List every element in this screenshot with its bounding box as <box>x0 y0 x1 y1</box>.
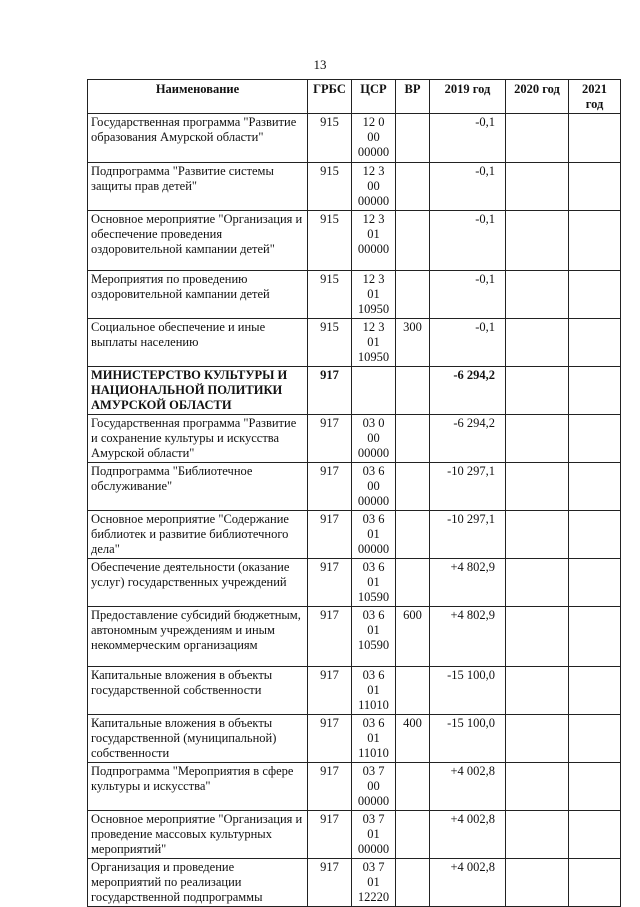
cell-vr <box>396 511 430 559</box>
csr-part: 01 <box>367 731 380 745</box>
cell-name: Основное мероприятие "Содержание библиотек и развитие библиотечного дела" <box>88 511 308 559</box>
cell-2020 <box>506 114 569 163</box>
cell-grbs: 917 <box>308 607 352 667</box>
csr-part: 12 3 <box>362 164 385 178</box>
cell-vr <box>396 859 430 907</box>
cell-2019: -0,1 <box>430 319 506 367</box>
csr-part: 03 7 <box>362 764 385 778</box>
cell-csr <box>352 811 396 859</box>
csr-part: 03 6 <box>362 716 385 730</box>
cell-name: Подпрограмма "Библиотечное обслуживание" <box>88 463 308 511</box>
csr-part: 00000 <box>357 145 390 159</box>
cell-2019: -0,1 <box>430 163 506 211</box>
cell-grbs: 917 <box>308 811 352 859</box>
cell-grbs: 917 <box>308 463 352 511</box>
cell-2021 <box>569 319 621 367</box>
csr-part: 11010 <box>358 698 389 712</box>
table-row <box>88 511 621 559</box>
csr-part: 00000 <box>357 794 390 808</box>
cell-2019: +4 002,8 <box>430 763 506 811</box>
cell-csr <box>352 667 396 715</box>
page-number: 13 <box>313 57 327 72</box>
csr-part: 10590 <box>357 638 390 652</box>
cell-2021 <box>569 271 621 319</box>
table-row <box>88 271 621 319</box>
cell-2021 <box>569 463 621 511</box>
cell-vr: 400 <box>396 715 430 763</box>
table-row <box>88 114 621 163</box>
csr-part: 01 <box>367 287 380 301</box>
table-header-row <box>88 80 621 114</box>
cell-grbs: 915 <box>308 271 352 319</box>
cell-2020 <box>506 859 569 907</box>
cell-2019: -10 297,1 <box>430 463 506 511</box>
cell-vr <box>396 163 430 211</box>
cell-2020 <box>506 763 569 811</box>
cell-2020 <box>506 667 569 715</box>
cell-vr <box>396 559 430 607</box>
cell-2020 <box>506 319 569 367</box>
csr-part: 03 7 <box>362 860 385 874</box>
cell-2019: -15 100,0 <box>430 715 506 763</box>
table-row <box>88 667 621 715</box>
header-2019: 2019 год <box>430 80 506 114</box>
header-name: Наименование <box>88 80 308 114</box>
cell-name: Основное мероприятие "Организация и проведение массовых культурных мероприятий" <box>88 811 308 859</box>
cell-grbs: 915 <box>308 163 352 211</box>
cell-grbs: 917 <box>308 511 352 559</box>
csr-part: 01 <box>367 227 380 241</box>
cell-name: Мероприятия по проведению оздоровительной кампании детей <box>88 271 308 319</box>
csr-part: 01 <box>367 623 380 637</box>
csr-part: 03 6 <box>362 608 385 622</box>
cell-2021 <box>569 763 621 811</box>
table-row <box>88 559 621 607</box>
csr-part: 10950 <box>357 350 390 364</box>
cell-2019: -0,1 <box>430 114 506 163</box>
cell-csr <box>352 463 396 511</box>
cell-2021 <box>569 163 621 211</box>
cell-2021 <box>569 607 621 667</box>
cell-name: Социальное обеспечение и иные выплаты населению <box>88 319 308 367</box>
cell-2021 <box>569 367 621 415</box>
cell-vr <box>396 415 430 463</box>
cell-name: Государственная программа "Развитие образования Амурской области" <box>88 114 308 163</box>
cell-csr <box>352 607 396 667</box>
csr-part: 03 6 <box>362 668 385 682</box>
cell-name: Государственная программа "Развитие и сохранение культуры и искусства Амурской области" <box>88 415 308 463</box>
cell-vr <box>396 211 430 271</box>
cell-grbs: 917 <box>308 559 352 607</box>
cell-name: Предоставление субсидий бюджетным, автономным учреждениям и иным некоммерческим организациям <box>88 607 308 667</box>
cell-vr <box>396 367 430 415</box>
table-row <box>88 763 621 811</box>
cell-2021 <box>569 114 621 163</box>
cell-csr <box>352 859 396 907</box>
cell-2021 <box>569 667 621 715</box>
cell-vr <box>396 463 430 511</box>
cell-grbs: 915 <box>308 114 352 163</box>
cell-2020 <box>506 163 569 211</box>
cell-name: Капитальные вложения в объекты государственной (муниципальной) собственности <box>88 715 308 763</box>
csr-part: 01 <box>367 575 380 589</box>
csr-part: 00000 <box>357 842 390 856</box>
csr-part: 12 3 <box>362 212 385 226</box>
cell-vr <box>396 763 430 811</box>
csr-part: 03 7 <box>362 812 385 826</box>
cell-csr <box>352 511 396 559</box>
cell-2019: -0,1 <box>430 271 506 319</box>
cell-grbs: 917 <box>308 415 352 463</box>
cell-grbs: 917 <box>308 667 352 715</box>
csr-part: 03 0 <box>362 416 385 430</box>
table-row <box>88 415 621 463</box>
cell-grbs: 917 <box>308 859 352 907</box>
csr-part: 10950 <box>357 302 390 316</box>
csr-part: 12 3 <box>362 272 385 286</box>
cell-name: МИНИСТЕРСТВО КУЛЬТУРЫ И НАЦИОНАЛЬНОЙ ПОЛИТИКИ АМУРСКОЙ ОБЛАСТИ <box>88 367 308 415</box>
cell-2021 <box>569 859 621 907</box>
header-grbs: ГРБС <box>308 80 352 114</box>
csr-part: 00 <box>367 479 380 493</box>
csr-part: 01 <box>367 335 380 349</box>
cell-csr <box>352 319 396 367</box>
cell-grbs: 915 <box>308 319 352 367</box>
cell-name: Подпрограмма "Развитие системы защиты прав детей" <box>88 163 308 211</box>
budget-table <box>87 79 621 907</box>
csr-part: 00000 <box>357 494 390 508</box>
cell-2020 <box>506 811 569 859</box>
cell-name: Подпрограмма "Мероприятия в сфере культуры и искусства" <box>88 763 308 811</box>
cell-2019: -0,1 <box>430 211 506 271</box>
csr-part: 03 6 <box>362 560 385 574</box>
cell-2020 <box>506 463 569 511</box>
cell-2020 <box>506 511 569 559</box>
table-row <box>88 319 621 367</box>
table-row <box>88 367 621 415</box>
header-vr: ВР <box>396 80 430 114</box>
cell-vr <box>396 271 430 319</box>
cell-csr <box>352 271 396 319</box>
cell-2019: +4 002,8 <box>430 811 506 859</box>
csr-part: 01 <box>367 527 380 541</box>
cell-2021 <box>569 811 621 859</box>
csr-part: 00000 <box>357 242 390 256</box>
cell-2020 <box>506 367 569 415</box>
table-row <box>88 859 621 907</box>
csr-part: 01 <box>367 683 380 697</box>
cell-vr: 600 <box>396 607 430 667</box>
cell-grbs: 915 <box>308 211 352 271</box>
table-row <box>88 811 621 859</box>
csr-part: 00000 <box>357 542 390 556</box>
cell-2019: -6 294,2 <box>430 367 506 415</box>
cell-2021 <box>569 715 621 763</box>
cell-csr <box>352 715 396 763</box>
cell-2021 <box>569 511 621 559</box>
cell-csr <box>352 415 396 463</box>
header-csr: ЦСР <box>352 80 396 114</box>
cell-vr <box>396 811 430 859</box>
cell-2020 <box>506 607 569 667</box>
cell-2020 <box>506 715 569 763</box>
cell-csr <box>352 763 396 811</box>
cell-2021 <box>569 559 621 607</box>
cell-csr <box>352 559 396 607</box>
cell-2021 <box>569 415 621 463</box>
cell-csr <box>352 367 396 415</box>
cell-2019: +4 002,8 <box>430 859 506 907</box>
cell-name: Основное мероприятие "Организация и обеспечение проведения оздоровительной кампании детей" <box>88 211 308 271</box>
csr-part: 03 6 <box>362 512 385 526</box>
cell-name: Обеспечение деятельности (оказание услуг) государственных учреждений <box>88 559 308 607</box>
csr-part: 00 <box>367 179 380 193</box>
header-2021: 2021 год <box>569 80 621 114</box>
csr-part: 11010 <box>358 746 389 760</box>
cell-2020 <box>506 271 569 319</box>
table-row <box>88 463 621 511</box>
cell-grbs: 917 <box>308 715 352 763</box>
table-row <box>88 715 621 763</box>
cell-csr <box>352 211 396 271</box>
cell-vr <box>396 114 430 163</box>
csr-part: 01 <box>367 827 380 841</box>
csr-part: 00000 <box>357 446 390 460</box>
cell-name: Капитальные вложения в объекты государственной собственности <box>88 667 308 715</box>
table-row <box>88 163 621 211</box>
cell-grbs: 917 <box>308 367 352 415</box>
table-body <box>88 114 621 907</box>
csr-part: 03 6 <box>362 464 385 478</box>
csr-part: 00 <box>367 779 380 793</box>
csr-part: 00000 <box>357 194 390 208</box>
csr-part: 01 <box>367 875 380 889</box>
cell-csr <box>352 114 396 163</box>
table-row <box>88 211 621 271</box>
cell-csr <box>352 163 396 211</box>
cell-2019: -10 297,1 <box>430 511 506 559</box>
cell-2020 <box>506 415 569 463</box>
cell-name: Организация и проведение мероприятий по реализации государственной подпрограммы <box>88 859 308 907</box>
cell-2019: +4 802,9 <box>430 559 506 607</box>
csr-part: 00 <box>367 431 380 445</box>
csr-part: 12220 <box>357 890 390 904</box>
cell-2019: -15 100,0 <box>430 667 506 715</box>
csr-part: 10590 <box>357 590 390 604</box>
cell-vr <box>396 667 430 715</box>
cell-grbs: 917 <box>308 763 352 811</box>
table-row <box>88 607 621 667</box>
cell-2020 <box>506 559 569 607</box>
cell-vr: 300 <box>396 319 430 367</box>
cell-2019: +4 802,9 <box>430 607 506 667</box>
cell-2019: -6 294,2 <box>430 415 506 463</box>
csr-part: 12 3 <box>362 320 385 334</box>
csr-part: 12 0 <box>362 115 385 129</box>
cell-2020 <box>506 211 569 271</box>
cell-2021 <box>569 211 621 271</box>
csr-part: 00 <box>367 130 380 144</box>
header-2020: 2020 год <box>506 80 569 114</box>
